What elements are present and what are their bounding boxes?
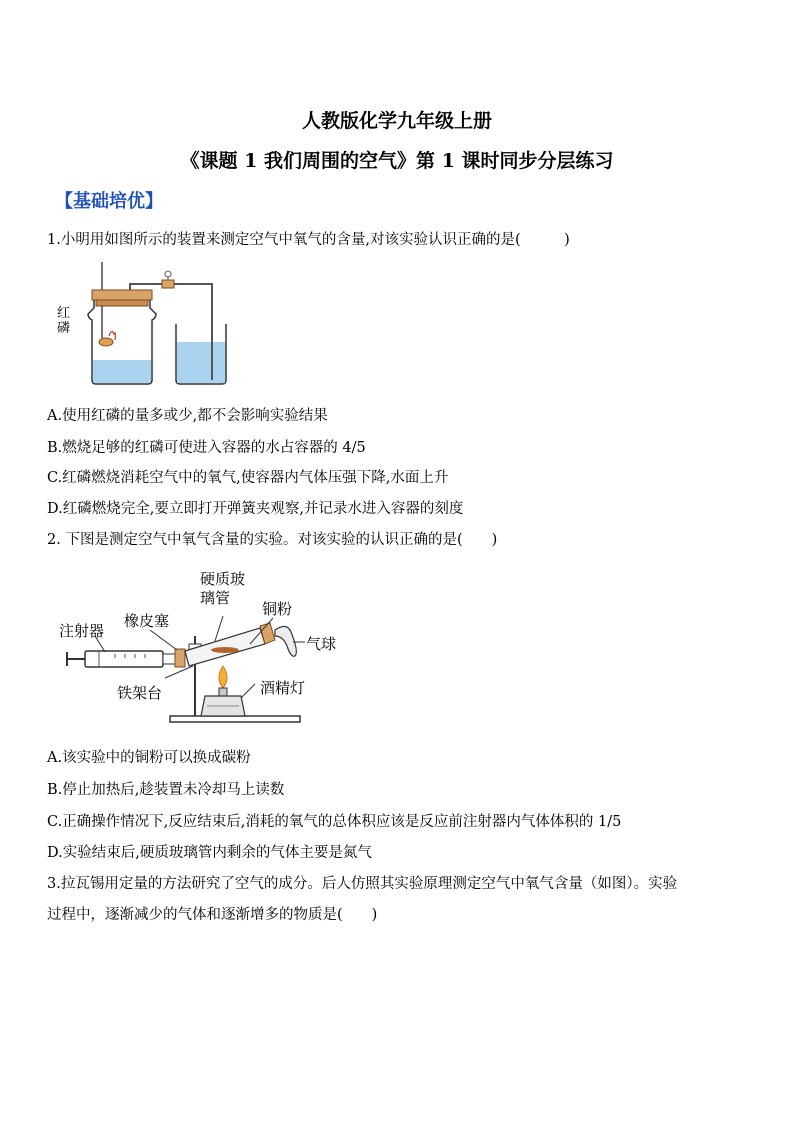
label-balloon: 气球 [306,635,337,653]
figure-red-phosphorus-apparatus [52,258,232,390]
label-alcohol-lamp: 酒精灯 [260,679,306,697]
label-glass-tube: 硬质玻璃管 [200,570,246,607]
page-title: 人教版化学九年级上册 [301,110,492,132]
question-1-option-c: C.红磷燃烧消耗空气中的氧气,使容器内气体压强下降,水面上升 [47,470,449,486]
question-2-option-d: D.实验结束后,硬质玻璃管内剩余的气体主要是氮气 [47,845,372,861]
label-syringe: 注射器 [59,622,105,640]
question-1-stem: 1.小明用如图所示的装置来测定空气中氧气的含量,对该实验认识正确的是( ) [47,232,570,248]
question-3-stem-line-2: 过程中，逐渐减少的气体和逐渐增多的物质是( ) [47,907,378,923]
question-1-option-a: A.使用红磷的量多或少,都不会影响实验结果 [47,408,328,424]
question-3-stem-line-1: 3.拉瓦锡用定量的方法研究了空气的成分。后人仿照其实验原理测定空气中氧气含量（如图）。实验 [47,876,678,892]
question-2-option-b: B.停止加热后,趁装置未冷却马上读数 [47,782,285,798]
label-red-phosphorus: 红磷 [57,306,71,336]
question-2-stem: 2. 下图是测定空气中氧气含量的实验。对该实验的认识正确的是( ) [47,532,498,548]
label-copper-powder: 铜粉 [262,600,293,618]
label-iron-stand: 铁架台 [117,684,163,702]
page-subtitle: 《课题 1 我们周围的空气》第 1 课时同步分层练习 [180,150,614,172]
question-2-option-c: C.正确操作情况下,反应结束后,消耗的氧气的总体积应该是反应前注射器内气体体积的 1/5 [47,814,622,830]
section-label: 【基础培优】 [55,191,163,212]
question-2-option-a: A.该实验中的铜粉可以换成碳粉 [47,750,251,766]
label-rubber-stopper: 橡皮塞 [124,612,170,630]
question-1-option-b: B.燃烧足够的红磷可使进入容器的水占容器的 4/5 [47,440,366,456]
question-1-option-d: D.红磷燃烧完全,要立即打开弹簧夹观察,并记录水进入容器的刻度 [47,501,464,517]
